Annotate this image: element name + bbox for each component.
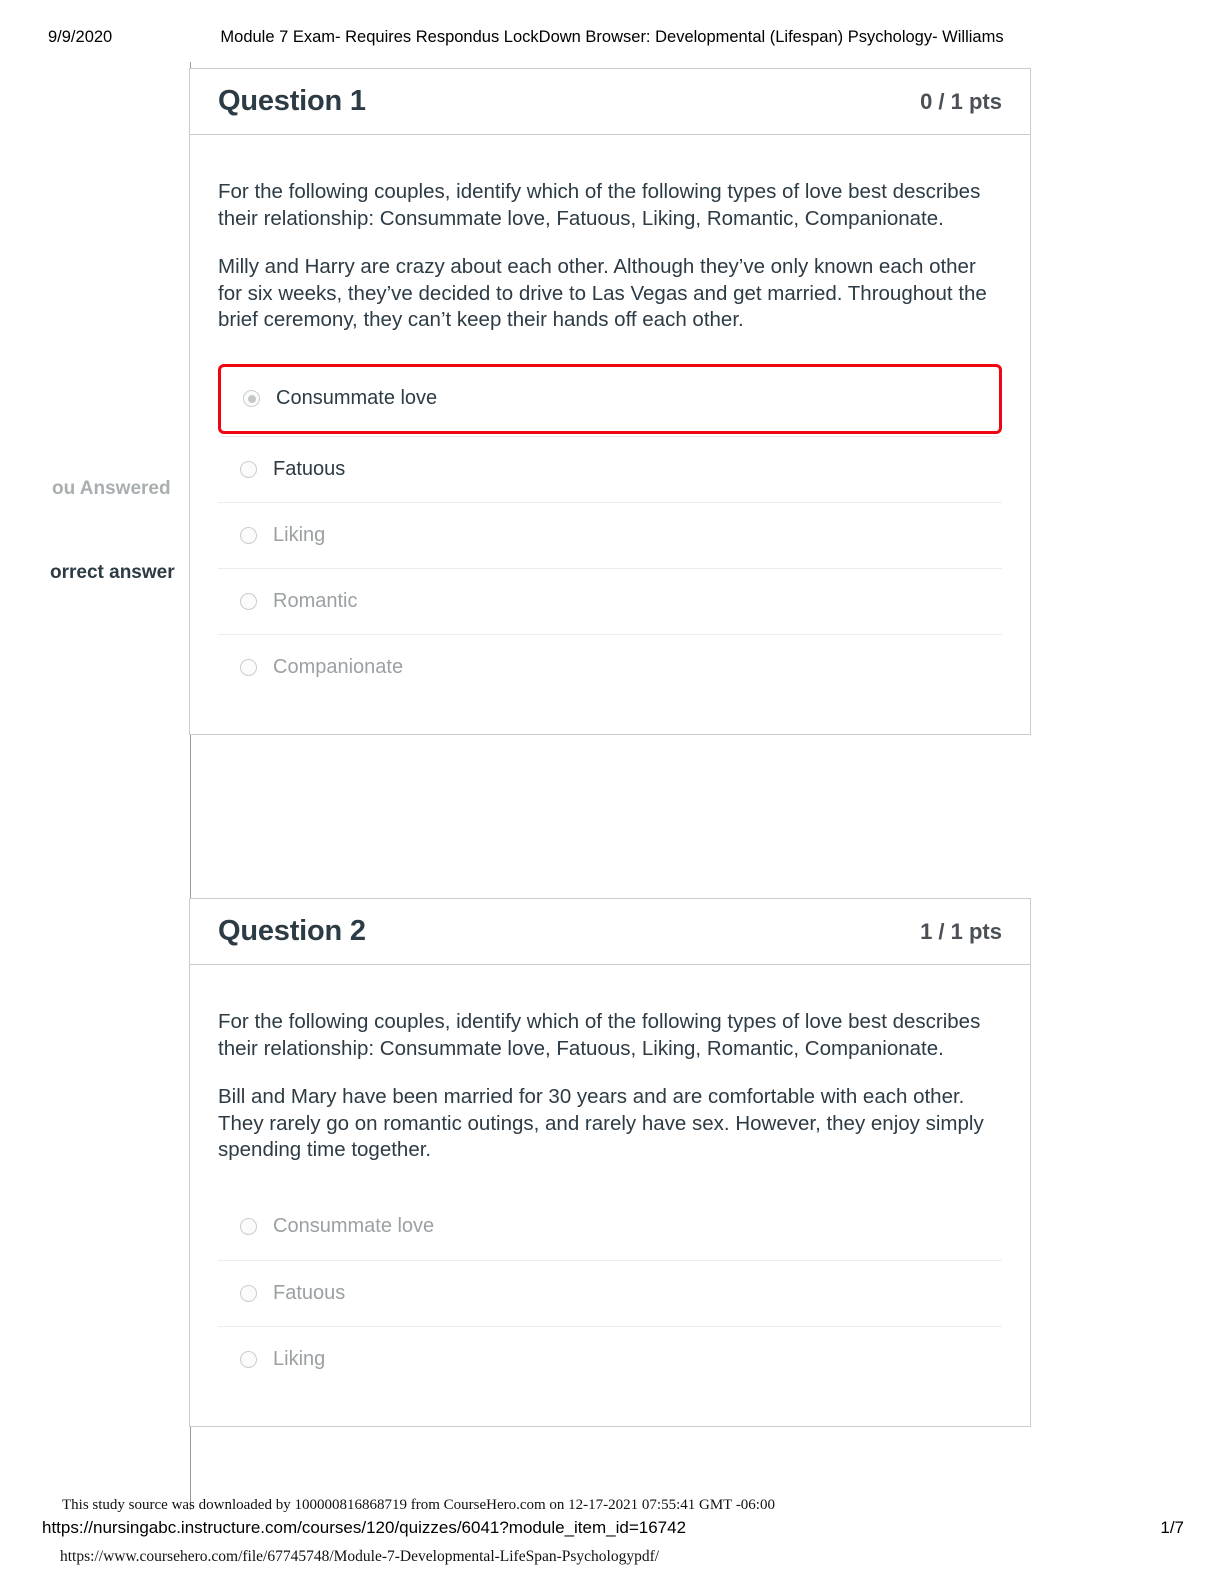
answer-option-label: Fatuous: [273, 457, 346, 480]
answer-option-romantic[interactable]: [218, 568, 1002, 634]
answer-option-label: Liking: [273, 523, 326, 546]
radio-icon[interactable]: [240, 1351, 257, 1368]
question-1-prompt-2: Milly and Harry are crazy about each other. Although they’ve only known each other for six weeks, they’ve decided to drive to Las Vegas and get married. Throughout the brief ceremony, they can’t keep their hands off each other.: [218, 255, 987, 331]
question-2-points: 1 / 1 pts: [920, 918, 1002, 944]
radio-icon[interactable]: [240, 1285, 257, 1302]
footer-page-number: 1/7: [1160, 1518, 1184, 1537]
answer-option-fatuous[interactable]: [218, 1260, 1002, 1326]
question-1-title: Question 1: [218, 85, 366, 117]
answer-option-label: Fatuous: [273, 1281, 346, 1304]
answer-option-liking[interactable]: [218, 1326, 1002, 1392]
document-title: Module 7 Exam- Requires Respondus LockDown Browser: Developmental (Lifespan) Psychology- Williams: [220, 28, 1004, 46]
question-1-points: 0 / 1 pts: [920, 88, 1002, 114]
answer-option-companionate[interactable]: [218, 634, 1002, 700]
coursehero-watermark: This study source was downloaded by 100000816868719 from CourseHero.com on 12-17-2021 07:55:41 GMT -06:00: [62, 1497, 775, 1513]
radio-icon[interactable]: [240, 461, 257, 478]
answer-option-label: Liking: [273, 1347, 326, 1370]
page-header: [0, 28, 1224, 54]
question-2-body: [190, 965, 1030, 1426]
question-2-prompt-1: For the following couples, identify which of the following types of love best describes their relationship: Consummate love, Fatuous, Liking, Romantic, Companionate.: [218, 1010, 981, 1060]
radio-icon[interactable]: [240, 527, 257, 544]
answer-option-fatuous[interactable]: [218, 436, 1002, 502]
question-1-body: [190, 135, 1030, 734]
question-2-answers: [218, 1194, 1002, 1392]
radio-icon[interactable]: [240, 659, 257, 676]
footer-source-url: https://nursingabc.instructure.com/courses/120/quizzes/6041?module_item_id=16742: [42, 1518, 687, 1537]
radio-icon[interactable]: [240, 1218, 257, 1235]
question-card-2: [189, 898, 1031, 1427]
answer-option-label: Romantic: [273, 589, 358, 612]
answer-option-label: Consummate love: [273, 1215, 435, 1237]
question-2-title: Question 2: [218, 915, 366, 947]
footer-coursehero-url: https://www.coursehero.com/file/67745748/Module-7-Developmental-LifeSpan-Psychologypdf/: [60, 1548, 660, 1565]
correct-answer-label: orrect answer: [50, 562, 175, 583]
question-1-prompt-1: For the following couples, identify which of the following types of love best describes their relationship: Consummate love, Fatuous, Liking, Romantic, Companionate.: [218, 180, 981, 230]
answer-option-consummate-love[interactable]: [218, 364, 1002, 434]
answer-option-consummate-love[interactable]: [218, 1194, 1002, 1260]
radio-icon[interactable]: [243, 390, 260, 407]
question-1-answers: [218, 364, 1002, 700]
question-2-prompt-2: Bill and Mary have been married for 30 years and are comfortable with each other. They rarely go on romantic outings, and rarely have sex. However, they enjoy simply spending time together.: [218, 1085, 984, 1161]
answer-option-label: Companionate: [273, 655, 404, 678]
question-2-header: [190, 899, 1030, 965]
you-answered-label: ou Answered: [52, 478, 171, 499]
answer-option-liking[interactable]: [218, 502, 1002, 568]
answer-option-label: Consummate love: [276, 387, 438, 409]
print-date: 9/9/2020: [48, 28, 113, 46]
question-1-header: [190, 69, 1030, 135]
question-card-1: [189, 68, 1031, 735]
radio-icon[interactable]: [240, 593, 257, 610]
